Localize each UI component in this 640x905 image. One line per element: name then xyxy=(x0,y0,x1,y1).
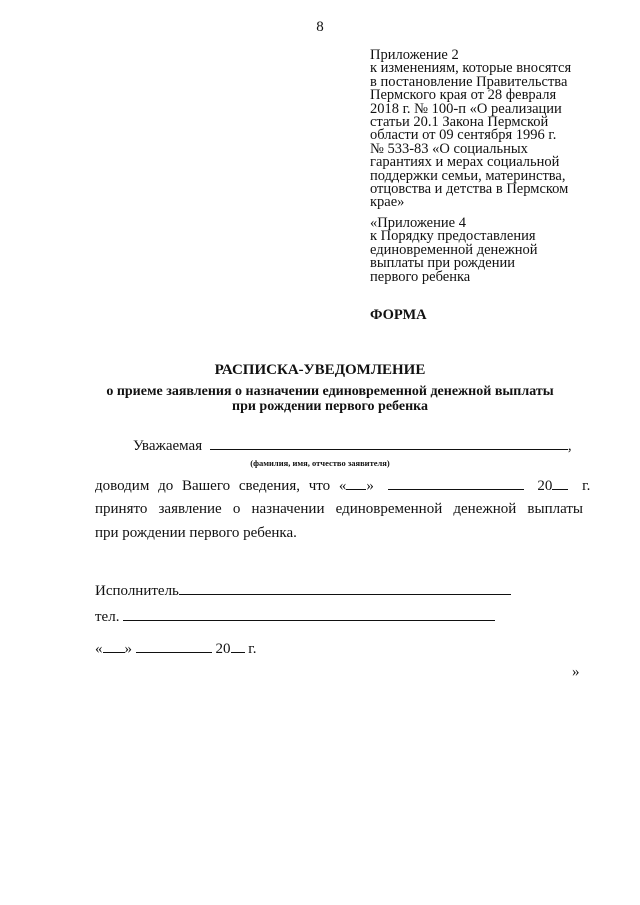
applicant-name-line[interactable] xyxy=(210,448,568,450)
page-number: 8 xyxy=(316,19,324,35)
date-month-line[interactable] xyxy=(136,651,212,653)
closing-quote: » xyxy=(572,664,580,680)
document-title: РАСПИСКА-УВЕДОМЛЕНИЕ xyxy=(214,362,426,378)
phone-line[interactable] xyxy=(123,619,495,621)
executor-label: Исполнитель xyxy=(95,583,179,599)
appendix-2-header: Приложение 2 к изменениям, которые вносятся в постановление Правительства Пермского края от 28 февраля 2018 г. № 100-п «О реализации статьи 20.1 Закона Пермской области от 09 сентября 1996 г. № 533-83 «О социальных гарантиях и мерах социальной поддержки семьи, материнства, отцовства и детства в Пермском крае» xyxy=(370,47,572,211)
phone-row xyxy=(95,609,495,626)
date-year-suffix: г. xyxy=(248,641,257,657)
executor-row xyxy=(95,583,511,600)
phone-label: тел. xyxy=(95,609,120,625)
date-day-line[interactable] xyxy=(103,651,125,653)
day-line[interactable] xyxy=(346,488,366,490)
notice-year-suffix: г. xyxy=(582,478,591,494)
appendix-4-header: «Приложение 4 к Порядку предоставления единовременной денежной выплаты при рождении первого ребенка xyxy=(370,215,538,285)
year-line[interactable] xyxy=(552,488,568,490)
salutation-label: Уважаемая xyxy=(133,438,203,454)
executor-line[interactable] xyxy=(179,593,511,595)
date-open-quote: « xyxy=(95,641,103,657)
date-row xyxy=(95,641,256,658)
notice-text-part1: доводим до Вашего сведения, что « xyxy=(95,478,347,494)
month-line[interactable] xyxy=(388,488,524,490)
notice-line-3: при рождении первого ребенка. xyxy=(95,525,297,541)
document-subtitle: о приеме заявления о назначении единовременной денежной выплаты при рождении первого ребенка xyxy=(106,384,554,414)
salutation-row xyxy=(133,438,572,455)
date-year-label: 20 xyxy=(215,641,231,657)
applicant-name-hint: (фамилия, имя, отчество заявителя) xyxy=(250,458,390,468)
form-label: ФОРМА xyxy=(370,307,427,323)
notice-quote-close: » xyxy=(366,478,374,494)
notice-line-2: принято заявление о назначении единовременной денежной выплаты xyxy=(95,501,583,517)
notice-year-label: 20 xyxy=(537,478,553,494)
date-year-line[interactable] xyxy=(231,651,245,653)
notice-line-1 xyxy=(95,478,591,495)
date-close-quote: » xyxy=(124,641,132,657)
salutation-comma: , xyxy=(567,438,572,454)
